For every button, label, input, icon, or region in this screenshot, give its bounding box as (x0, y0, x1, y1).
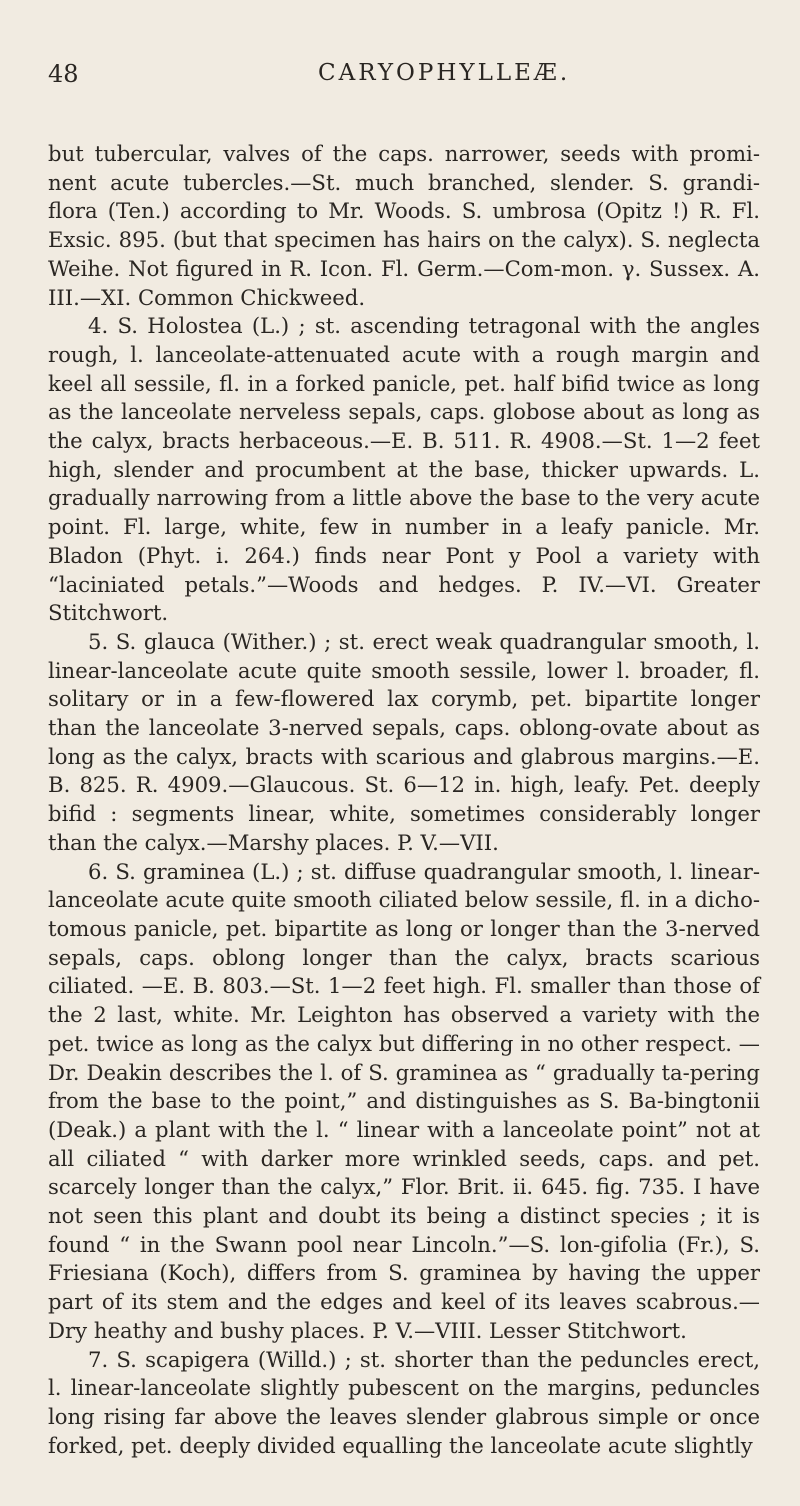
paragraph-stellaria-continued: but tubercular, valves of the caps. narrower, seeds with promi-nent acute tubercles.—St. much branched, slender. S. grandi-flora (Ten.) according to Mr. Woods. S. umbrosa (Opitz !) R. Fl. Exsic. 895. (but that specimen has hairs on the calyx). S. neglecta Weihe. Not figured in R. Icon. Fl. Germ.—Com-mon. γ. Sussex. A. III.—XI. Common Chickweed. (48, 141, 760, 310)
body-text (48, 140, 760, 1460)
paragraph-s-scapigera: 7. S. scapigera (Willd.) ; st. shorter than the peduncles erect, l. linear-lanceolate slightly pubescent on the margins, peduncles long rising far above the leaves slender glabrous simple or once forked, pet. deeply divided equalling the lanceolate acute slightly (48, 1346, 760, 1458)
paragraph-s-graminea: 6. S. graminea (L.) ; st. diffuse quadrangular smooth, l. linear-lanceolate acute quite smooth ciliated below sessile, fl. in a dicho-tomous panicle, pet. bipartite as long or longer than the 3-nerved sepals, caps. oblong longer than the calyx, bracts scarious ciliated. —E. B. 803.—St. 1—2 feet high. Fl. smaller than those of the 2 last, white. Mr. Leighton has observed a variety with the pet. twice as long as the calyx but differing in no other respect. —Dr. Deakin describes the l. of S. graminea as “ gradually ta-pering from the base to the point,” and distinguishes as S. Ba-bingtonii (Deak.) a plant with the l. “ linear with a lanceolate point” not at all ciliated “ with darker more wrinkled seeds, caps. and pet. scarcely longer than the calyx,” Flor. Brit. ii. 645. fig. 735. I have not seen this plant and doubt its being a distinct species ; it is found “ in the Swann pool near Lincoln.”—S. lon-gifolia (Fr.), S. Friesiana (Koch), differs from S. graminea by having the upper part of its stem and the edges and keel of its leaves scabrous.—Dry heathy and bushy places. P. V.—VIII. Lesser Stitchwort. (48, 858, 760, 1343)
page-header (48, 60, 760, 96)
paragraph-s-holostea: 4. S. Holostea (L.) ; st. ascending tetragonal with the angles rough, l. lanceolate-attenuated acute with a rough margin and keel all sessile, fl. in a forked panicle, pet. half bifid twice as long as the lanceolate nerveless sepals, caps. globose about as long as the calyx, bracts herbaceous.—E. B. 511. R. 4908.—St. 1—2 feet high, slender and procumbent at the base, thicker upwards. L. gradually narrowing from a little above the base to the very acute point. Fl. large, white, few in number in a leafy panicle. Mr. Bladon (Phyt. i. 264.) finds near Pont y Pool a variety with “laciniated petals.”—Woods and hedges. P. IV.—VI. Greater Stitchwort. (48, 313, 760, 626)
running-title: CARYOPHYLLEÆ. (318, 60, 571, 86)
page-number: 48 (48, 60, 79, 88)
paragraph-s-glauca: 5. S. glauca (Wither.) ; st. erect weak quadrangular smooth, l. linear-lanceolate acute quite smooth sessile, lower l. broader, fl. solitary or in a few-flowered lax corymb, pet. bipartite longer than the lanceolate 3-nerved sepals, caps. oblong-ovate about as long as the calyx, bracts with scarious and glabrous margins.—E. B. 825. R. 4909.—Glaucous. St. 6—12 in. high, leafy. Pet. deeply bifid : segments linear, white, sometimes considerably longer than the calyx.—Marshy places. P. V.—VII. (48, 628, 760, 855)
